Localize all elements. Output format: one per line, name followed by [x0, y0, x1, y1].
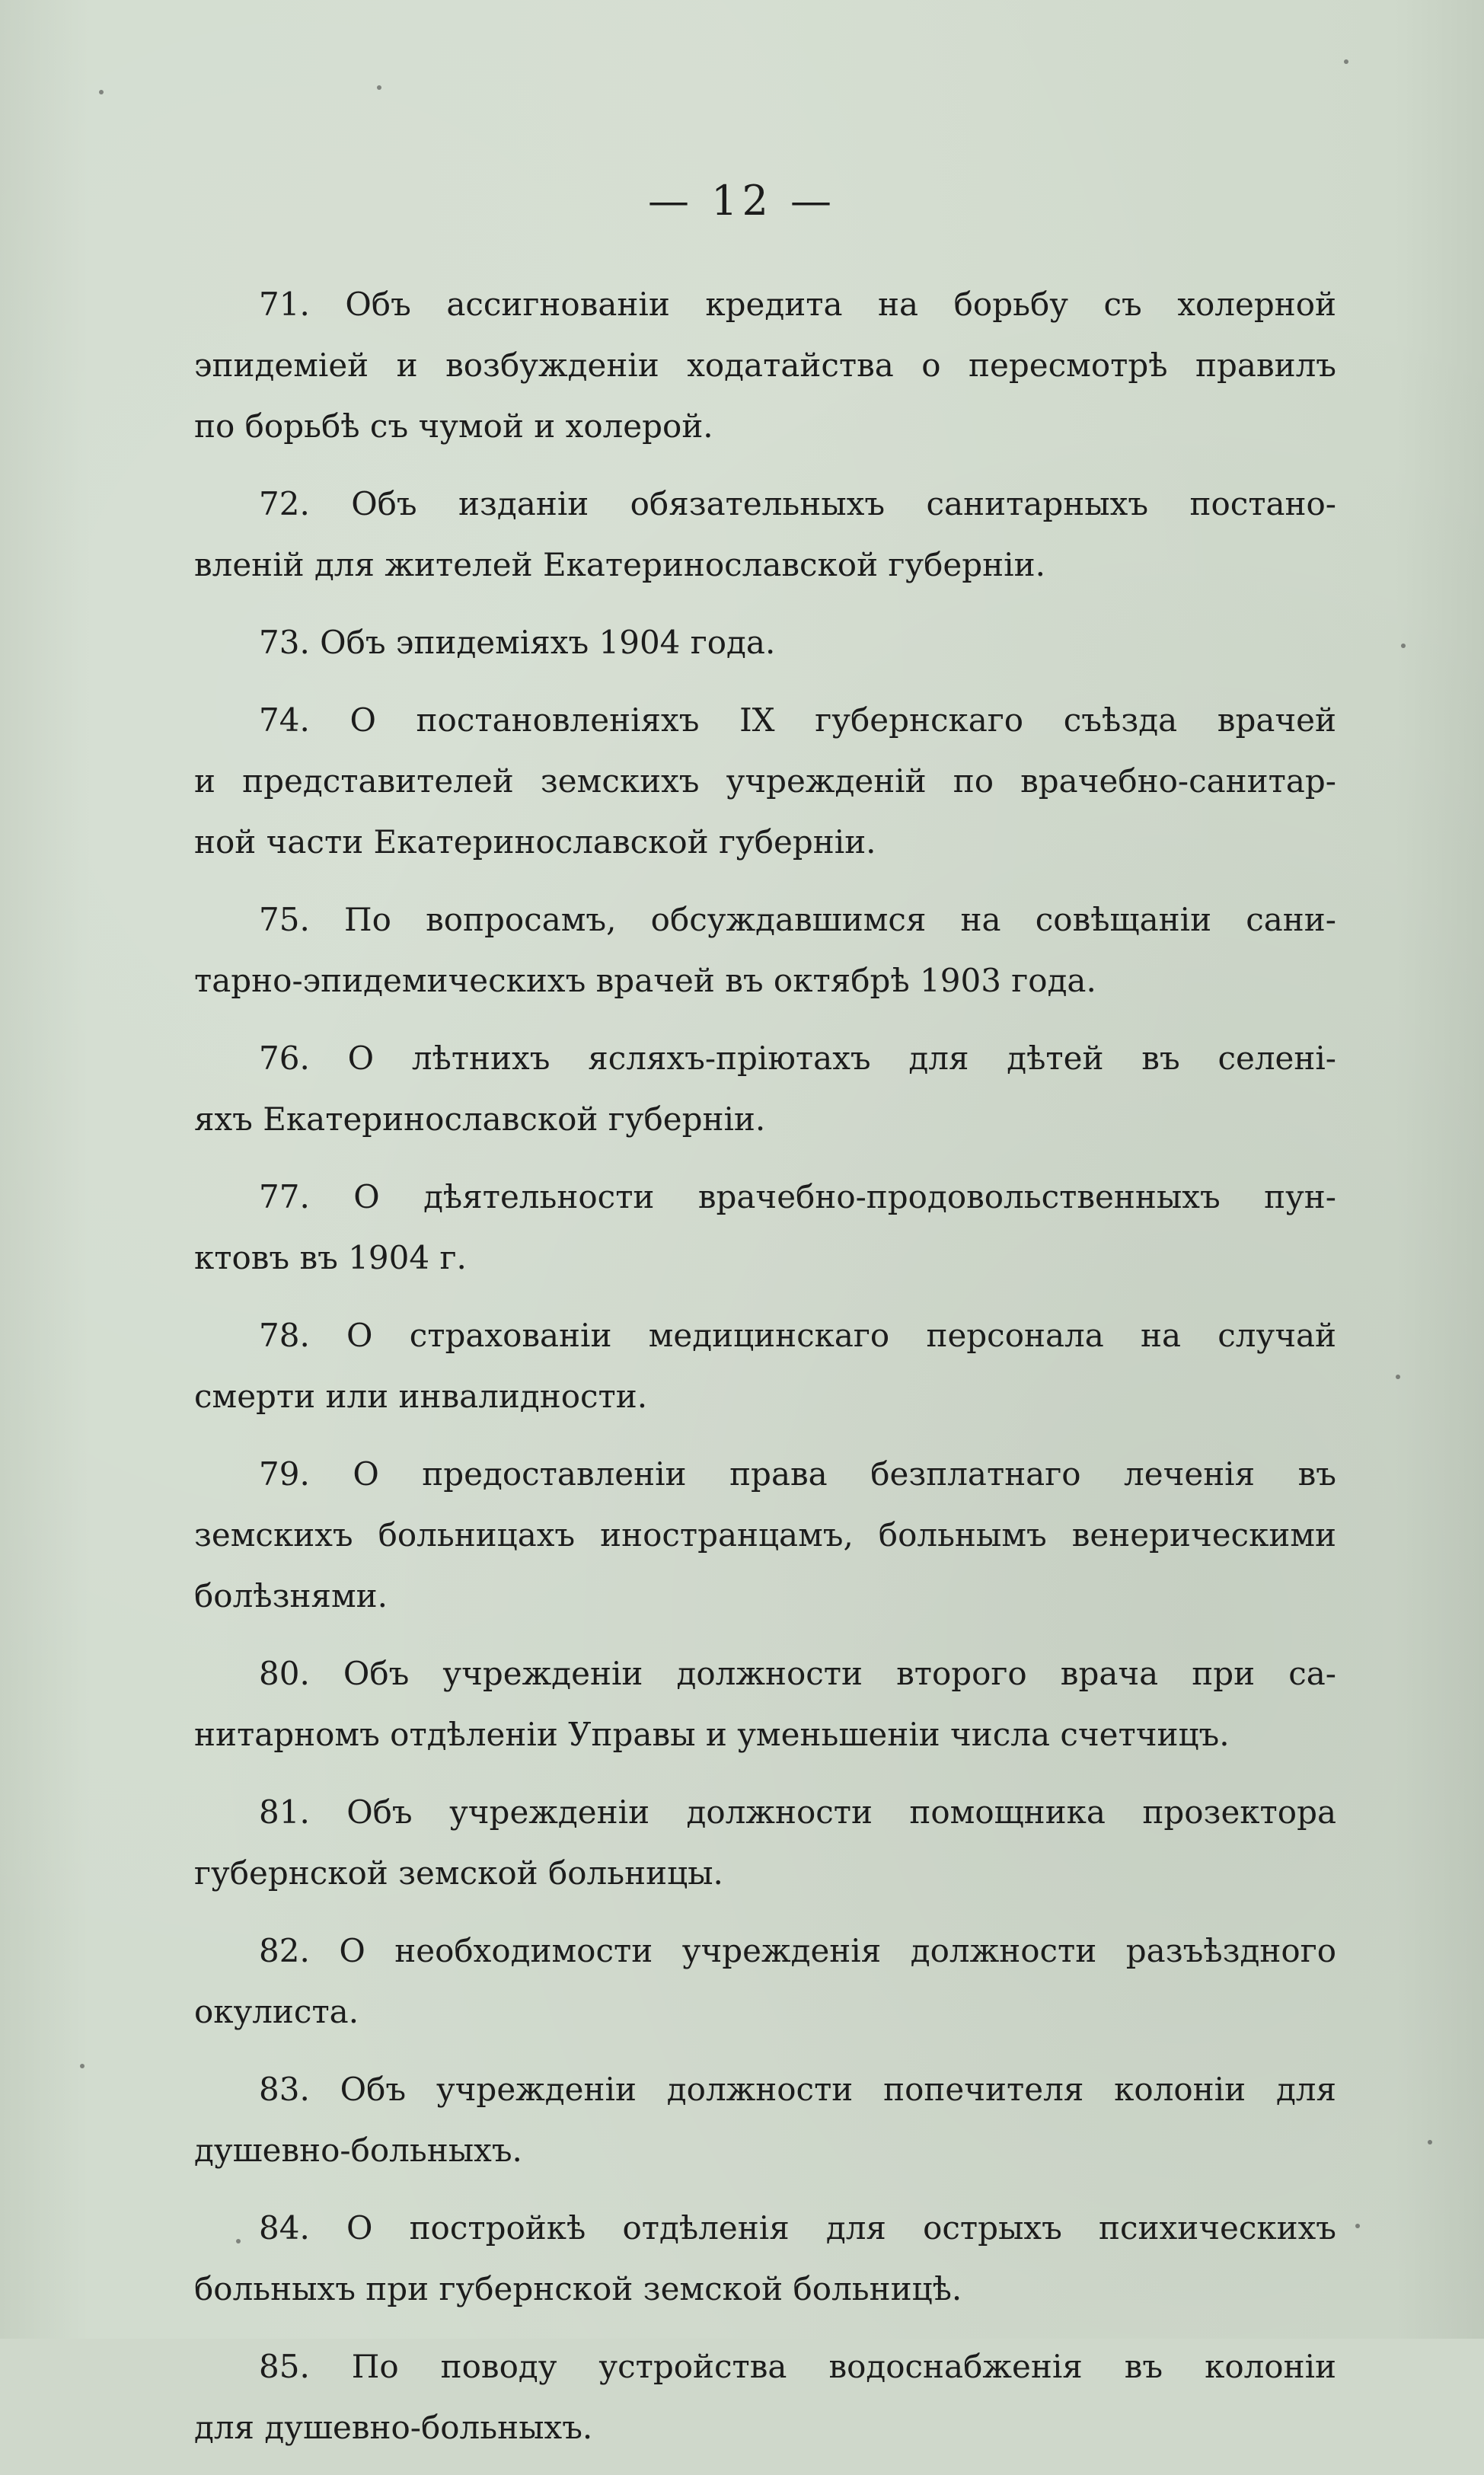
- entry-72: [194, 474, 1336, 596]
- scan-speck: [1344, 59, 1348, 64]
- entry-line: 75. По вопросамъ, обсуждавшимся на совѣщаніи сани-: [259, 901, 1336, 938]
- entry-line: душевно-больныхъ.: [194, 2132, 522, 2169]
- entry-line: 73. Объ эпидеміяхъ 1904 года.: [259, 624, 776, 661]
- entry-line: яхъ Екатеринославской губерніи.: [194, 1100, 766, 1138]
- entry-line: 82. О необходимости учрежденія должности разъѣздного: [259, 1932, 1336, 1969]
- entry-83: [194, 2059, 1336, 2181]
- entry-line: 79. О предоставленіи права безплатнаго леченія въ: [259, 1455, 1336, 1493]
- entry-line: болѣзнями.: [194, 1577, 388, 1614]
- entry-line: 84. О постройкѣ отдѣленія для острыхъ психическихъ: [259, 2209, 1336, 2247]
- entry-78: [194, 1305, 1336, 1427]
- entry-line: губернской земской больницы.: [194, 1854, 723, 1892]
- entry-line: для душевно-больныхъ.: [194, 2409, 593, 2446]
- entry-line: 74. О постановленіяхъ IX губернскаго съѣзда врачей: [259, 701, 1336, 739]
- scan-speck: [1396, 1375, 1400, 1379]
- scan-speck: [377, 85, 381, 90]
- entry-77: [194, 1167, 1336, 1289]
- entry-line: смерти или инвалидности.: [194, 1378, 648, 1415]
- entry-line: нитарномъ отдѣленіи Управы и уменьшеніи числа счетчицъ.: [194, 1716, 1230, 1753]
- entry-line: 72. Объ изданіи обязательныхъ санитарныхъ постано-: [259, 485, 1336, 522]
- entry-line: 71. Объ ассигнованіи кредита на борьбу съ холерной: [259, 286, 1336, 323]
- scan-speck: [1428, 2140, 1432, 2144]
- entry-line: 83. Объ учрежденіи должности попечителя колоніи для: [259, 2071, 1336, 2108]
- entry-line: окулиста.: [194, 1993, 359, 2030]
- entry-line: 76. О лѣтнихъ ясляхъ-пріютахъ для дѣтей въ селені-: [259, 1040, 1336, 1077]
- entry-line: тарно-эпидемическихъ врачей въ октябрѣ 1903 года.: [194, 962, 1096, 999]
- entry-line: 85. По поводу устройства водоснабженія въ колоніи: [259, 2348, 1336, 2385]
- entry-line: эпидеміей и возбужденіи ходатайства о пересмотрѣ правилъ: [194, 346, 1336, 384]
- entry-line: 81. Объ учрежденіи должности помощника прозектора: [259, 1793, 1336, 1831]
- entry-75: [194, 889, 1336, 1011]
- entry-line: земскихъ больницахъ иностранцамъ, больнымъ венерическими: [194, 1516, 1336, 1554]
- entry-85: [194, 2336, 1336, 2458]
- entry-81: [194, 1782, 1336, 1904]
- scan-speck: [236, 2239, 241, 2243]
- entry-74: [194, 690, 1336, 873]
- entry-line: по борьбѣ съ чумой и холерой.: [194, 407, 713, 445]
- entry-line: 78. О страхованіи медицинскаго персонала на случай: [259, 1317, 1336, 1354]
- entry-line: 77. О дѣятельности врачебно-продовольственныхъ пун-: [259, 1178, 1336, 1215]
- page-number: — 12 —: [647, 177, 837, 225]
- entry-line: ной части Екатеринославской губерніи.: [194, 823, 876, 861]
- entry-71: [194, 274, 1336, 457]
- entry-line: ктовъ въ 1904 г.: [194, 1239, 467, 1276]
- entries-list: [194, 274, 1336, 2475]
- scan-speck: [99, 90, 104, 94]
- entry-line: вленій для жителей Екатеринославской губерніи.: [194, 546, 1045, 583]
- scan-speck: [1401, 644, 1406, 648]
- entry-line: 80. Объ учрежденіи должности второго врача при са-: [259, 1655, 1336, 1692]
- entry-79: [194, 1444, 1336, 1627]
- scan-speck: [1355, 2224, 1360, 2228]
- entry-80: [194, 1643, 1336, 1765]
- scan-speck: [80, 2064, 85, 2068]
- entry-73: [194, 612, 1336, 673]
- entry-82: [194, 1921, 1336, 2042]
- entry-76: [194, 1028, 1336, 1150]
- entry-84: [194, 2198, 1336, 2320]
- entry-line: больныхъ при губернской земской больницѣ.: [194, 2270, 962, 2307]
- entry-line: и представителей земскихъ учрежденій по врачебно-санитар-: [194, 762, 1336, 800]
